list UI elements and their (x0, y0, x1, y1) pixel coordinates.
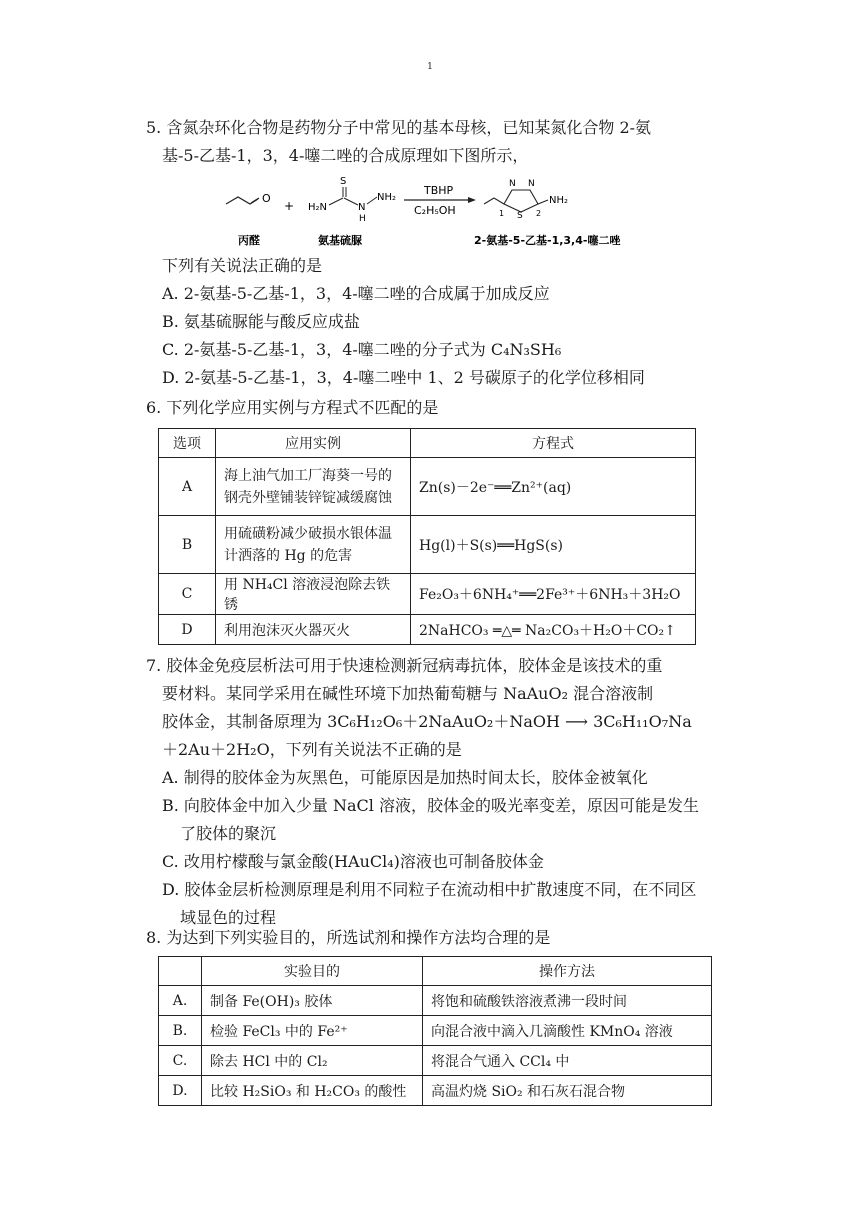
equation-cell: Hg(l)＋S(s)══HgS(s) (411, 516, 696, 574)
option-cell: C. (159, 1046, 202, 1076)
reaction-scheme (222, 172, 662, 252)
thiadiazole-structure (484, 179, 568, 221)
thiosemicarbazide-structure (308, 176, 396, 224)
page-number: 1 (427, 62, 433, 72)
option-cell: D. (159, 1076, 202, 1106)
table-row (159, 1016, 712, 1046)
q7-stem-line2: 要材料。某同学采用在碱性环境下加热葡萄糖与 NaAuO₂ 混合溶液制 (162, 684, 654, 703)
header-cell: 操作方法 (423, 957, 712, 986)
q7-option-d: D. 胶体金层析检测原理是利用不同粒子在流动相中扩散速度不同，在不同区域显色的过程 (162, 880, 697, 927)
table-row (159, 458, 696, 516)
goal-cell: 比较 H₂SiO₃ 和 H₂CO₃ 的酸性 (202, 1076, 423, 1106)
table-header-row (159, 957, 712, 986)
example-cell: 利用泡沫灭火器灭火 (216, 615, 411, 645)
q7-stem-line1: 7. 胶体金免疫层析法可用于快速检测新冠病毒抗体，胶体金是该技术的重 (146, 656, 663, 675)
product-nh2: NH₂ (549, 195, 569, 206)
ring-number-2: 2 (536, 209, 542, 218)
option-cell: A. (159, 986, 202, 1016)
option-cell: A (159, 458, 216, 516)
option-cell: D (159, 615, 216, 645)
ring-sulfur: S (517, 211, 523, 221)
label-propanal: 丙醛 (238, 234, 260, 247)
q7-option-a: A. 制得的胶体金为灰黑色，可能原因是加热时间太长，胶体金被氧化 (162, 768, 648, 787)
q5-option-b: B. 氨基硫脲能与酸反应成盐 (162, 312, 360, 331)
equation-cell: Fe₂O₃＋6NH₄⁺══2Fe³⁺＋6NH₃＋3H₂O (411, 574, 696, 615)
option-cell: C (159, 574, 216, 615)
table-row (159, 516, 696, 574)
q7-stem-line4: ＋2Au＋2H₂O，下列有关说法不正确的是 (162, 740, 462, 759)
method-cell: 向混合液中滴入几滴酸性 KMnO₄ 溶液 (423, 1016, 712, 1046)
goal-cell: 除去 HCl 中的 Cl₂ (202, 1046, 423, 1076)
table-row (159, 615, 696, 645)
q5-prompt: 下列有关说法正确的是 (162, 256, 323, 275)
table-header-row (159, 429, 696, 458)
example-cell: 用 NH₄Cl 溶液浸泡除去铁锈 (216, 574, 411, 615)
option-cell: B (159, 516, 216, 574)
thio-nh2: NH₂ (377, 192, 397, 203)
example-cell: 海上油气加工厂海葵一号的钢壳外壁铺装锌锭减缓腐蚀 (216, 458, 411, 516)
thio-h2n: H₂N (308, 202, 328, 213)
reagent-ethanol: C₂H₅OH (414, 204, 456, 217)
thio-hydrogen: H (359, 214, 366, 224)
method-cell: 将混合气通入 CCl₄ 中 (423, 1046, 712, 1076)
equation-cell: 2NaHCO₃ ═△═ Na₂CO₃＋H₂O＋CO₂↑ (411, 615, 696, 645)
arrow-head (468, 197, 476, 203)
header-cell: 方程式 (411, 429, 696, 458)
propanal-structure (226, 197, 259, 204)
question-7 (146, 652, 706, 932)
ring-n-left: N (509, 179, 516, 189)
q5-stem-line1: 5. 含氮杂环化合物是药物分子中常见的基本母核，已知某氮化合物 2-氨 (146, 118, 652, 137)
question-5 (146, 114, 706, 170)
q8-table (158, 956, 712, 1106)
table-row (159, 1076, 712, 1106)
label-thiosemicarbazide: 氨基硫脲 (318, 234, 362, 247)
q7-option-c: C. 改用柠檬酸与氯金酸(HAuCl₄)溶液也可制备胶体金 (162, 852, 544, 871)
q7-stem-line3: 胶体金，其制备原理为 3C₆H₁₂O₆＋2NaAuO₂＋NaOH ⟶ 3C₆H₁₁O₇Na (162, 712, 692, 731)
table-row (159, 986, 712, 1016)
header-cell: 实验目的 (202, 957, 423, 986)
question-5-options (146, 252, 706, 392)
q5-option-a: A. 2-氨基-5-乙基-1，3，4-噻二唑的合成属于加成反应 (162, 284, 550, 303)
label-product: 2-氨基-5-乙基-1,3,4-噻二唑 (474, 234, 621, 247)
reagent-tbhp: TBHP (424, 184, 454, 197)
plus-sign: + (284, 199, 295, 213)
q5-stem-line2: 基-5-乙基-1，3，4-噻二唑的合成原理如下图所示， (162, 146, 529, 165)
question-8 (146, 924, 706, 952)
table-row (159, 1046, 712, 1076)
table-row (159, 574, 696, 615)
q5-option-d: D. 2-氨基-5-乙基-1，3，4-噻二唑中 1、2 号碳原子的化学位移相同 (162, 368, 645, 387)
header-cell: 选项 (159, 429, 216, 458)
thio-sulfur: S (340, 176, 347, 187)
q6-table (158, 428, 696, 645)
ring-n-right: N (528, 179, 535, 189)
equation-cell: Zn(s)－2e⁻══Zn²⁺(aq) (411, 458, 696, 516)
method-cell: 高温灼烧 SiO₂ 和石灰石混合物 (423, 1076, 712, 1106)
goal-cell: 制备 Fe(OH)₃ 胶体 (202, 986, 423, 1016)
q5-option-c: C. 2-氨基-5-乙基-1，3，4-噻二唑的分子式为 C₄N₃SH₆ (162, 340, 562, 359)
question-6 (146, 394, 706, 422)
q6-stem: 6. 下列化学应用实例与方程式不匹配的是 (146, 398, 439, 417)
ring-number-1: 1 (499, 209, 505, 218)
method-cell: 将饱和硫酸铁溶液煮沸一段时间 (423, 986, 712, 1016)
option-cell: B. (159, 1016, 202, 1046)
q7-option-b: B. 向胶体金中加入少量 NaCl 溶液，胶体金的吸光率变差，原因可能是发生了胶体的聚沉 (162, 796, 700, 843)
example-cell: 用硫磺粉减少破损水银体温计洒落的 Hg 的危害 (216, 516, 411, 574)
thio-nitrogen: N (358, 202, 366, 213)
header-cell: 应用实例 (216, 429, 411, 458)
header-cell (159, 957, 202, 986)
goal-cell: 检验 FeCl₃ 中的 Fe²⁺ (202, 1016, 423, 1046)
propanal-oxygen: O (262, 192, 271, 205)
q8-stem: 8. 为达到下列实验目的，所选试剂和操作方法均合理的是 (146, 928, 551, 947)
